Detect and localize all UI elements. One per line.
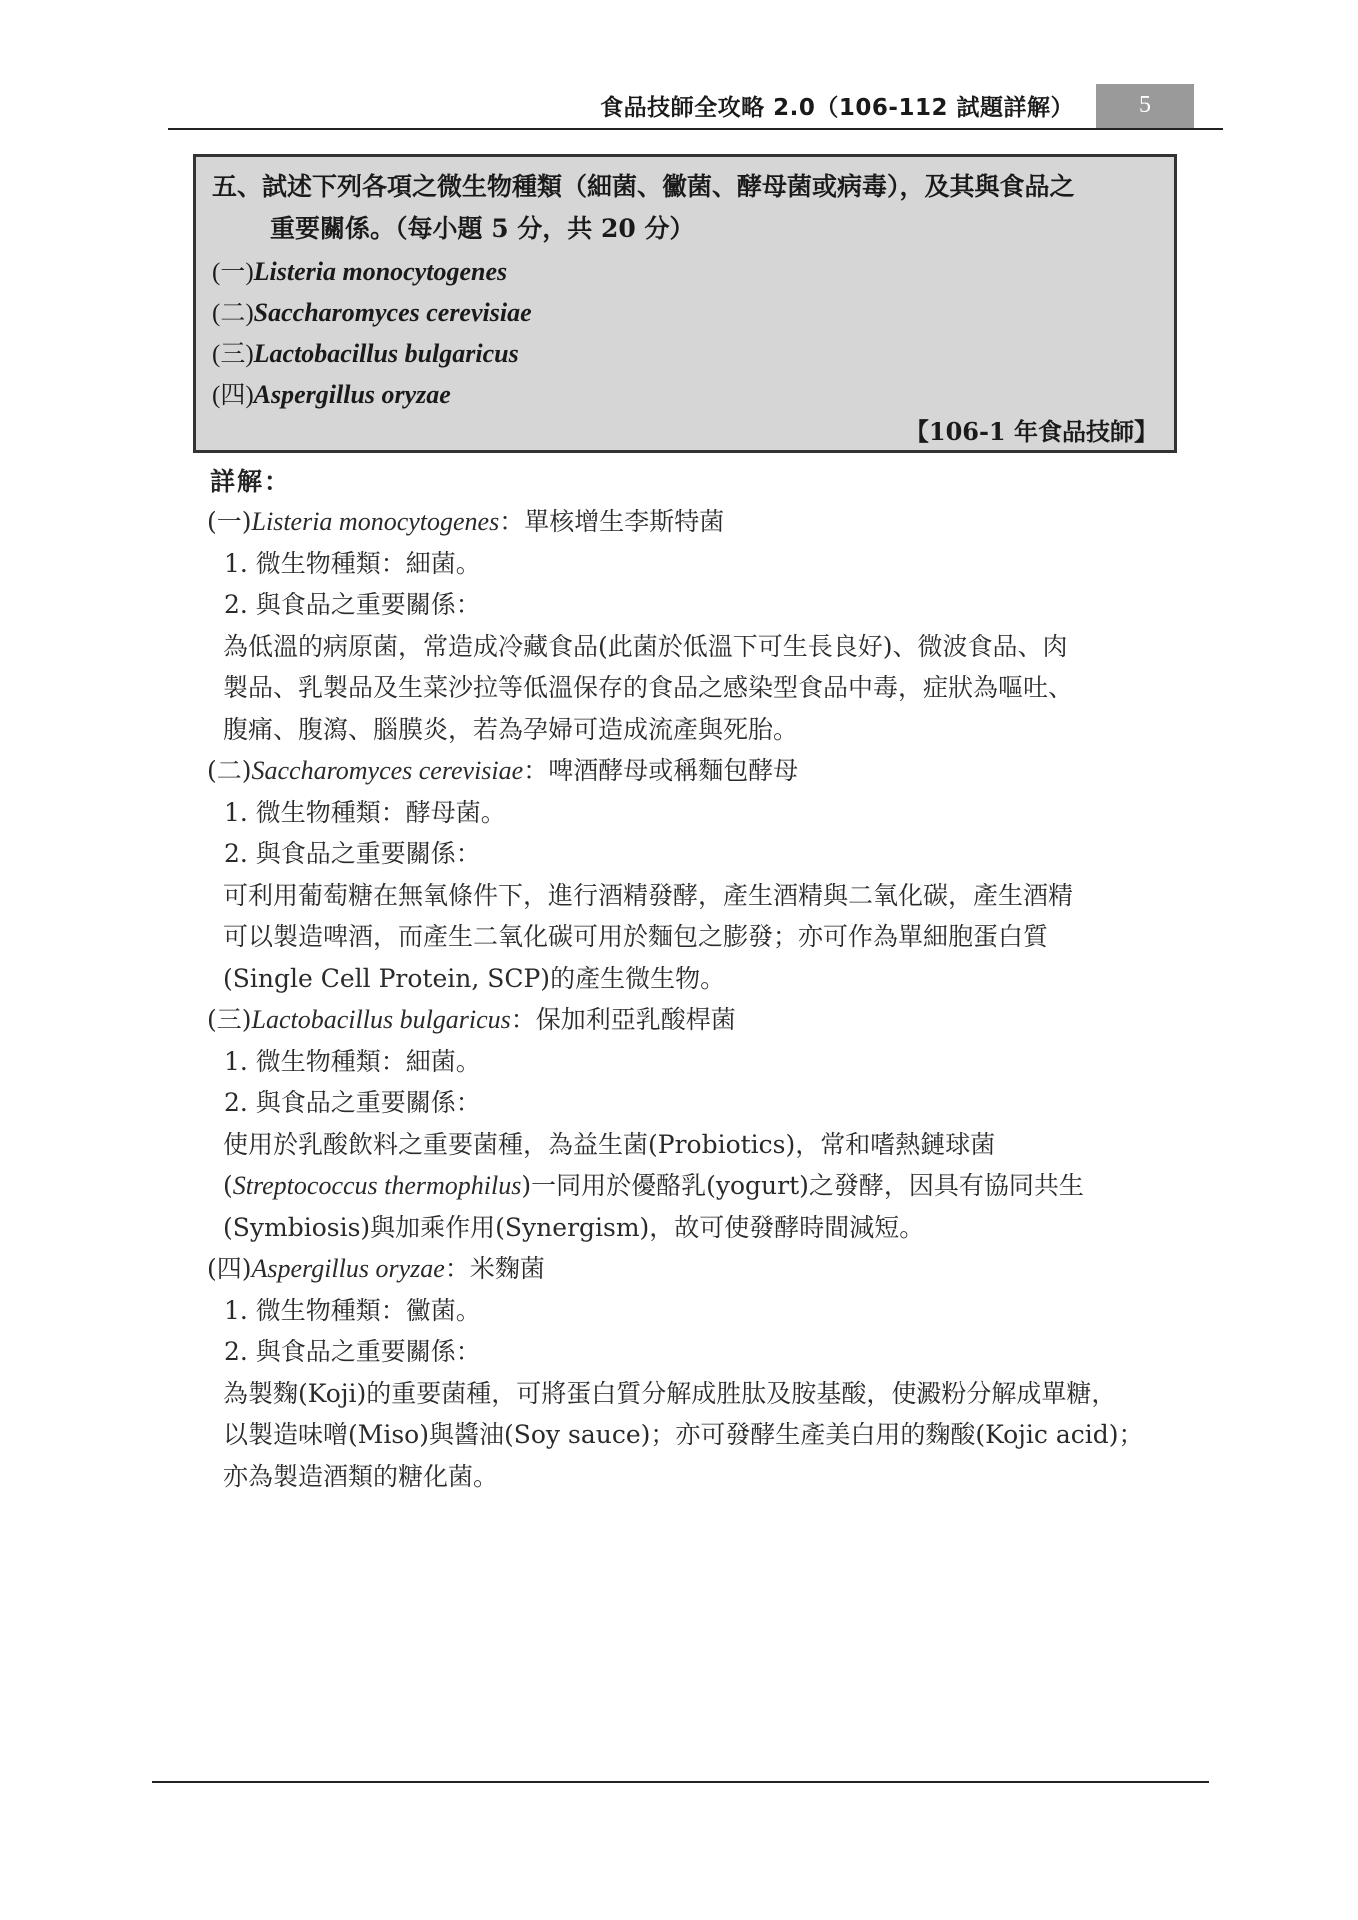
section-3-relation-label: 2. 與食品之重要關係： bbox=[224, 1088, 481, 1117]
section-heading-2 bbox=[207, 751, 798, 787]
section-chinese-name: ：單核增生李斯特菌 bbox=[499, 507, 725, 536]
section-2-type: 1. 微生物種類：酵母菌。 bbox=[224, 798, 506, 827]
section-3-body-line bbox=[223, 1166, 1084, 1202]
question-item-prefix: (二) bbox=[212, 300, 254, 327]
question-item-prefix: (四) bbox=[212, 382, 254, 409]
section-species: Saccharomyces cerevisiae bbox=[251, 756, 524, 785]
section-species: Aspergillus oryzae bbox=[251, 1254, 445, 1283]
section-2-relation-label: 2. 與食品之重要關係： bbox=[224, 839, 481, 868]
question-item-species: Lactobacillus bulgaricus bbox=[253, 339, 519, 368]
section-chinese-name: ：米麴菌 bbox=[444, 1254, 545, 1283]
question-item-prefix: (三) bbox=[212, 341, 254, 368]
section-4-type: 1. 微生物種類：黴菌。 bbox=[224, 1296, 481, 1325]
book-title: 食品技師全攻略 2.0（106-112 試題詳解） bbox=[600, 95, 1074, 121]
section-3-type: 1. 微生物種類：細菌。 bbox=[224, 1047, 481, 1076]
section-1-body-line: 為低溫的病原菌，常造成冷藏食品(此菌於低溫下可生長良好)、微波食品、肉 bbox=[223, 632, 1068, 661]
section-heading-3 bbox=[207, 1000, 736, 1036]
page-header bbox=[168, 83, 1223, 130]
question-prompt-line-1: 五、試述下列各項之微生物種類（細菌、黴菌、酵母菌或病毒），及其與食品之 bbox=[212, 172, 1075, 201]
section-2-body-line: 可以製造啤酒，而產生二氧化碳可用於麵包之膨發；亦可作為單細胞蛋白質 bbox=[223, 922, 1049, 951]
section-3-body-line: 使用於乳酸飲料之重要菌種，為益生菌(Probiotics)，常和嗜熱鏈球菌 bbox=[223, 1130, 996, 1159]
section-1-body-line: 腹痛、腹瀉、腦膜炎，若為孕婦可造成流產與死胎。 bbox=[223, 715, 799, 744]
question-prompt-line-2: 重要關係。（每小題 5 分，共 20 分） bbox=[270, 214, 695, 243]
paren-open: ( bbox=[223, 1171, 233, 1200]
question-item-species: Listeria monocytogenes bbox=[253, 257, 508, 286]
question-item-species: Aspergillus oryzae bbox=[253, 380, 451, 409]
section-prefix: (二) bbox=[207, 756, 252, 785]
section-chinese-name: ：啤酒酵母或稱麵包酵母 bbox=[523, 756, 799, 785]
question-box bbox=[193, 154, 1177, 453]
section-species: Listeria monocytogenes bbox=[251, 507, 500, 536]
section-heading-4 bbox=[207, 1249, 545, 1285]
section-prefix: (三) bbox=[207, 1005, 252, 1034]
answer-label: 詳解： bbox=[210, 467, 292, 496]
section-3-body-line: (Symbiosis)與加乘作用(Synergism)，故可使發酵時間減短。 bbox=[223, 1213, 925, 1242]
question-item-4 bbox=[212, 375, 451, 411]
exam-source-tag: 【106-1 年食品技師】 bbox=[904, 417, 1158, 446]
section-1-type: 1. 微生物種類：細菌。 bbox=[224, 549, 481, 578]
section-4-body-line: 為製麴(Koji)的重要菌種，可將蛋白質分解成胜肽及胺基酸，使澱粉分解成單糖， bbox=[223, 1379, 1117, 1408]
section-prefix: (四) bbox=[207, 1254, 252, 1283]
question-item-2 bbox=[212, 293, 532, 329]
section-1-body-line: 製品、乳製品及生菜沙拉等低溫保存的食品之感染型食品中毒，症狀為嘔吐、 bbox=[223, 673, 1074, 702]
section-3-body-species: Streptococcus thermophilus bbox=[232, 1171, 522, 1200]
question-item-3 bbox=[212, 334, 519, 370]
section-4-body-line: 以製造味噌(Miso)與醬油(Soy sauce)；亦可發酵生產美白用的麴酸(Kojic acid)； bbox=[223, 1420, 1144, 1449]
section-2-body-line: (Single Cell Protein, SCP)的產生微生物。 bbox=[223, 964, 726, 993]
question-item-species: Saccharomyces cerevisiae bbox=[253, 298, 532, 327]
section-heading-1 bbox=[207, 502, 724, 538]
section-species: Lactobacillus bulgaricus bbox=[251, 1005, 511, 1034]
section-3-body-rest: )一同用於優酪乳(yogurt)之發酵，因具有協同共生 bbox=[521, 1171, 1084, 1200]
section-1-relation-label: 2. 與食品之重要關係： bbox=[224, 590, 481, 619]
section-chinese-name: ：保加利亞乳酸桿菌 bbox=[510, 1005, 736, 1034]
footer-rule bbox=[152, 1781, 1209, 1783]
page-number: 5 bbox=[1096, 84, 1194, 128]
section-prefix: (一) bbox=[207, 507, 252, 536]
question-item-1 bbox=[212, 252, 507, 288]
section-4-relation-label: 2. 與食品之重要關係： bbox=[224, 1337, 481, 1366]
section-4-body-line: 亦為製造酒類的糖化菌。 bbox=[223, 1462, 499, 1491]
question-item-prefix: (一) bbox=[212, 259, 254, 286]
section-2-body-line: 可利用葡萄糖在無氧條件下，進行酒精發酵，產生酒精與二氧化碳，產生酒精 bbox=[223, 881, 1074, 910]
